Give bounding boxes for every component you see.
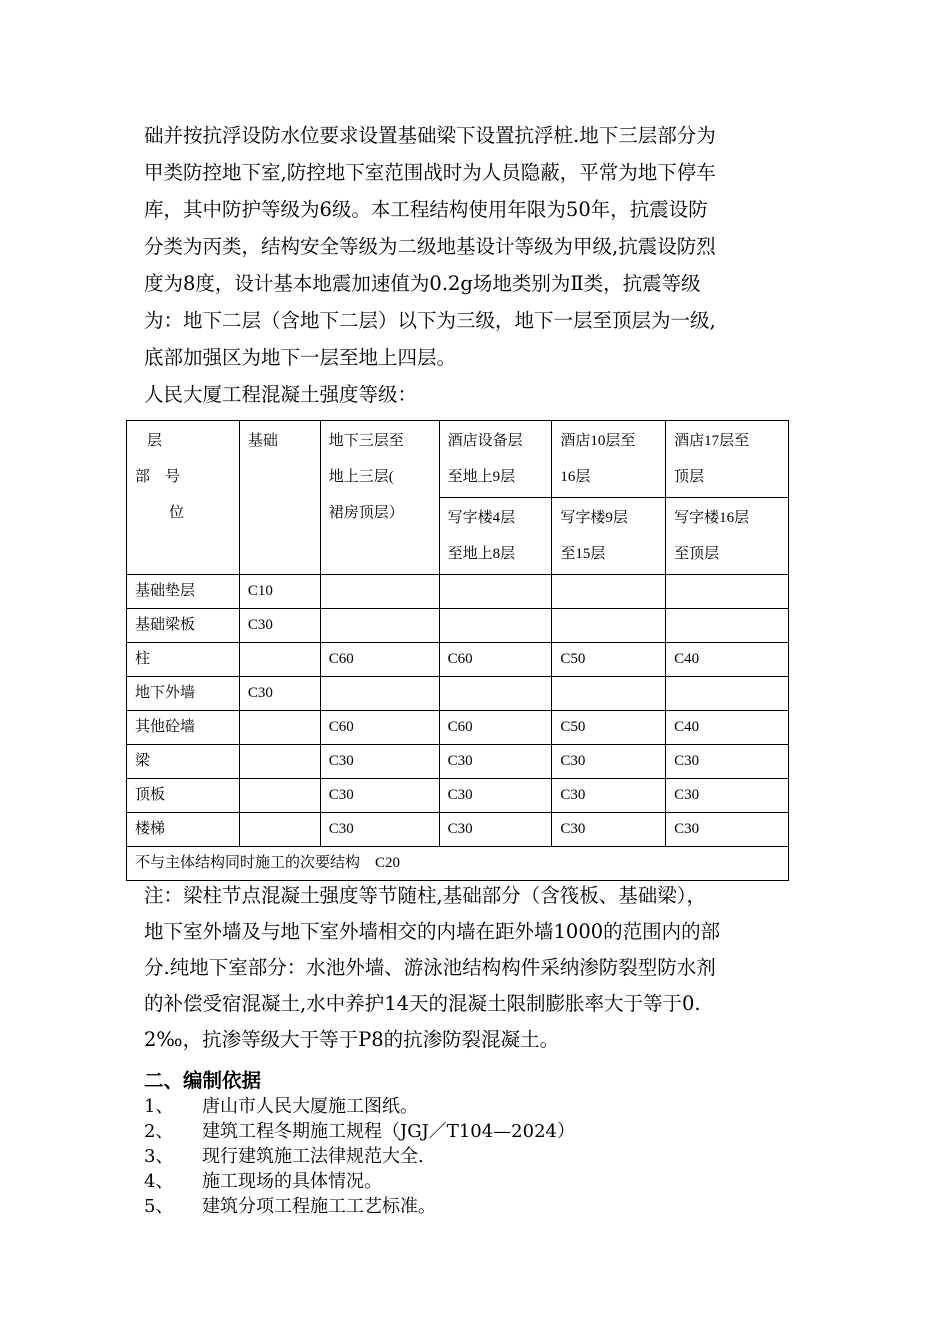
table-cell: C40	[666, 711, 789, 745]
corner-line: 位	[169, 505, 185, 521]
corner-line: 层	[147, 433, 163, 449]
corner-line: 部 号	[135, 469, 181, 485]
table-cell	[239, 779, 320, 813]
table-cell	[666, 609, 789, 643]
row-label: 顶板	[127, 779, 240, 813]
note-paragraph	[144, 878, 808, 1058]
note-line: 分.纯地下室部分：水池外墙、游泳池结构构件采纳渗防裂型防水剂	[144, 956, 716, 979]
list-item	[144, 1119, 575, 1144]
list-text: 建筑工程冬期施工规程（JGJ／T104—2024）	[202, 1121, 575, 1142]
table-cell: C30	[552, 779, 666, 813]
table-cell: C50	[552, 643, 666, 677]
header-line: 至15层	[560, 546, 606, 562]
table-cell: C30	[666, 745, 789, 779]
table-cell: C50	[552, 711, 666, 745]
table-row	[127, 711, 789, 745]
table-cell: C30	[439, 779, 552, 813]
header-line: 至地上8层	[447, 546, 516, 562]
table-footer: 不与主体结构同时施工的次要结构 C20	[127, 847, 789, 881]
table-cell: C30	[320, 745, 439, 779]
table-cell	[552, 677, 666, 711]
table-cell: C60	[320, 643, 439, 677]
note-line: 注：梁柱节点混凝土强度等节随柱,基础部分（含筏板、基础梁），	[144, 884, 706, 907]
table-cell	[320, 677, 439, 711]
row-label: 地下外墙	[127, 677, 240, 711]
list-item	[144, 1194, 575, 1219]
table-cell: C40	[666, 643, 789, 677]
concrete-grade-table	[126, 420, 789, 881]
table-cell: C30	[239, 677, 320, 711]
header-line: 至地上9层	[447, 469, 516, 485]
table-cell	[552, 609, 666, 643]
section-title: 二、编制依据	[144, 1069, 262, 1092]
table-cell	[239, 643, 320, 677]
list-text: 现行建筑施工法律规范大全.	[202, 1146, 424, 1167]
header-line: 酒店17层至	[674, 433, 750, 449]
table-cell	[320, 575, 439, 609]
table-cell: C30	[552, 813, 666, 847]
note-line: 地下室外墙及与地下室外墙相交的内墙在距外墙1000的范围内的部	[144, 920, 721, 943]
header-line: 地下三层至	[328, 433, 404, 449]
table-cell	[320, 609, 439, 643]
table-cell	[666, 575, 789, 609]
table-cell: C10	[239, 575, 320, 609]
list-number: 5、	[144, 1196, 174, 1217]
col-header-foundation: 基础	[239, 421, 320, 575]
list-number: 1、	[144, 1096, 174, 1117]
intro-line: 为：地下二层（含地下二层）以下为三级，地下一层至顶层为一级,	[144, 309, 716, 332]
table-cell: C60	[439, 643, 552, 677]
table-cell: C30	[666, 779, 789, 813]
note-line: 2‰，抗渗等级大于等于P8的抗渗防裂混凝土。	[144, 1028, 560, 1051]
list-number: 2、	[144, 1121, 174, 1142]
row-label: 梁	[127, 745, 240, 779]
list-number: 4、	[144, 1171, 174, 1192]
table-cell: C30	[239, 609, 320, 643]
list-item	[144, 1169, 575, 1194]
table-cell: C60	[439, 711, 552, 745]
table-footer-row	[127, 847, 789, 881]
col-header-office-2	[552, 498, 666, 575]
table-cell: C30	[552, 745, 666, 779]
table-cell: C30	[320, 779, 439, 813]
col-header-office-3	[666, 498, 789, 575]
table-cell	[439, 575, 552, 609]
table-cell: C30	[666, 813, 789, 847]
header-line: 裙房顶层）	[328, 505, 404, 521]
header-line: 16层	[560, 469, 591, 485]
intro-line: 库，其中防护等级为6级。本工程结构使用年限为50年，抗震设防	[144, 198, 708, 221]
table-cell	[439, 609, 552, 643]
table-corner-header	[127, 421, 240, 575]
table-cell: C30	[439, 745, 552, 779]
header-line: 写字楼9层	[560, 510, 628, 526]
table-cell	[239, 711, 320, 745]
intro-line: 础并按抗浮设防水位要求设置基础梁下设置抗浮桩.地下三层部分为	[144, 124, 716, 147]
header-line: 写字楼4层	[447, 510, 516, 526]
header-line: 写字楼16层	[674, 510, 750, 526]
table-cell: C30	[320, 813, 439, 847]
table-caption: 人民大厦工程混凝土强度等级：	[144, 383, 418, 406]
table-cell	[239, 745, 320, 779]
table-row	[127, 779, 789, 813]
table-row	[127, 677, 789, 711]
table-row	[127, 575, 789, 609]
header-line: 顶层	[674, 469, 705, 485]
table-cell	[239, 813, 320, 847]
intro-paragraph	[144, 117, 808, 376]
row-label: 柱	[127, 643, 240, 677]
intro-line: 度为8度，设计基本地震加速值为0.2g场地类别为Ⅱ类，抗震等级	[144, 272, 701, 295]
row-label: 基础垫层	[127, 575, 240, 609]
intro-line: 底部加强区为地下一层至地上四层。	[144, 346, 457, 369]
list-number: 3、	[144, 1146, 174, 1167]
header-line: 至顶层	[674, 546, 720, 562]
list-item	[144, 1144, 575, 1169]
row-label: 楼梯	[127, 813, 240, 847]
list-text: 建筑分项工程施工工艺标准。	[202, 1196, 436, 1217]
col-header-hotel-1	[439, 421, 552, 498]
intro-line: 分类为丙类，结构安全等级为二级地基设计等级为甲级,抗震设防烈	[144, 235, 716, 258]
col-header-hotel-2	[552, 421, 666, 498]
row-label: 其他砼墙	[127, 711, 240, 745]
table-row	[127, 643, 789, 677]
header-line: 酒店设备层	[447, 433, 523, 449]
col-header-hotel-3	[666, 421, 789, 498]
list-item	[144, 1094, 575, 1119]
table-row	[127, 609, 789, 643]
list-text: 施工现场的具体情况。	[202, 1171, 382, 1192]
table-row	[127, 813, 789, 847]
header-line: 地上三层(	[328, 469, 394, 485]
table-cell	[439, 677, 552, 711]
list-text: 唐山市人民大厦施工图纸。	[202, 1096, 418, 1117]
row-label: 基础梁板	[127, 609, 240, 643]
table-cell: C60	[320, 711, 439, 745]
table-cell: C30	[439, 813, 552, 847]
table-row	[127, 745, 789, 779]
col-header-office-1	[439, 498, 552, 575]
note-line: 的补偿受宿混凝土,水中养护14天的混凝土限制膨胀率大于等于0.	[144, 992, 701, 1015]
reference-list	[144, 1094, 575, 1219]
intro-line: 甲类防控地下室,防控地下室范围战时为人员隐蔽，平常为地下停车	[144, 161, 716, 184]
header-line: 酒店10层至	[560, 433, 636, 449]
table-cell	[552, 575, 666, 609]
col-header-b3	[320, 421, 439, 575]
table-cell	[666, 677, 789, 711]
